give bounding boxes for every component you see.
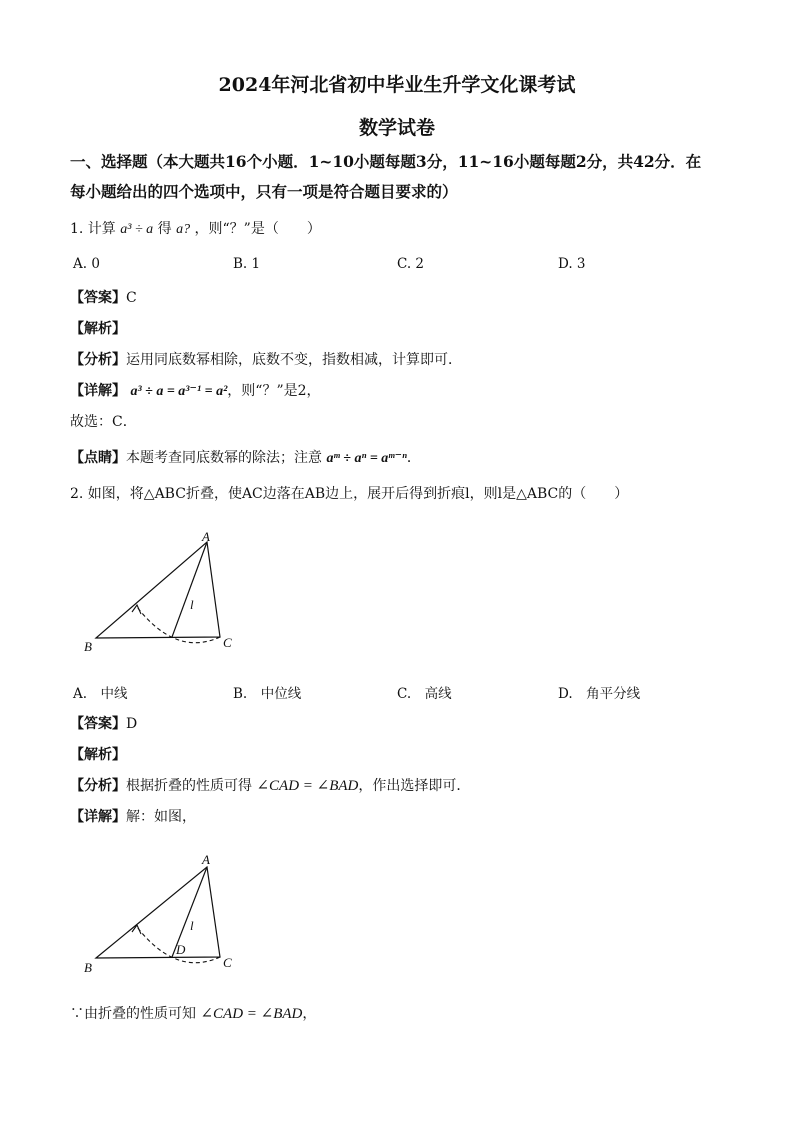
label-b: B <box>84 960 92 975</box>
q1-dianjing-expression: aᵐ ÷ aⁿ = aᵐ⁻ⁿ <box>326 451 407 466</box>
q2-fenxi-label: 【分析】 <box>70 778 126 794</box>
q2-fenxi-text-a: 根据折叠的性质可得 <box>126 778 252 794</box>
q1-xiangjie-suffix: ，则“？”是2， <box>227 383 321 399</box>
label-a: A <box>202 852 210 867</box>
label-a: A <box>202 529 210 544</box>
q2-jiexi-label: 【解析】 <box>70 747 126 763</box>
q1-fenxi-label: 【分析】 <box>70 352 126 368</box>
q1-dianjing-text: 本题考查同底数幂的除法；注意 <box>126 450 322 466</box>
q1-option-d: D. 3 <box>558 256 586 272</box>
q1-xiangjie <box>70 380 321 400</box>
q1-guxuan: 故选：C． <box>70 414 137 430</box>
q1-stem-suffix: ，则“？”是（ ） <box>194 221 321 237</box>
q1-stem <box>70 218 321 238</box>
q1-option-a: A. 0 <box>73 256 100 272</box>
q2-last-expression: ∠CAD = ∠BAD <box>200 1006 303 1022</box>
q2-fenxi <box>70 775 470 795</box>
q1-stem-expression-2: a? <box>176 222 191 237</box>
q2-option-c: C. 高线 <box>397 686 452 702</box>
q1-option-c: C. 2 <box>397 256 425 272</box>
section-heading-line1: 一、选择题（本大题共16个小题．1~10小题每题3分，11~16小题每题2分，共42分．在 <box>70 152 702 171</box>
label-l: l <box>190 918 194 933</box>
section-heading-line2: 每小题给出的四个选项中，只有一项是符合题目要求的） <box>70 182 458 201</box>
q2-last-suffix: ， <box>302 1006 317 1022</box>
q2-xiangjie-text: 解：如图， <box>126 809 196 825</box>
q2-fenxi-text-b: ，作出选择即可． <box>358 778 471 794</box>
q2-fenxi-expression: ∠CAD = ∠BAD <box>256 778 359 794</box>
fold-line-l <box>172 542 207 637</box>
q1-answer-label: 【答案】 <box>70 290 126 306</box>
q1-option-b: B. 1 <box>233 256 261 272</box>
q2-xiangjie <box>70 806 196 826</box>
q1-fenxi-text: 运用同底数幂相除，底数不变，指数相减，计算即可． <box>126 352 462 368</box>
label-l: l <box>190 597 194 612</box>
label-c: C <box>223 635 232 650</box>
q1-answer-value: C <box>126 290 137 306</box>
q1-xiangjie-label: 【详解】 <box>70 383 126 399</box>
q2-option-b: B. 中位线 <box>233 686 302 702</box>
label-c: C <box>223 955 232 970</box>
paper-title: 2024年河北省初中毕业生升学文化课考试 <box>218 74 576 96</box>
q1-xiangjie-expression: a³ ÷ a = a³⁻¹ = a² <box>130 384 228 399</box>
q2-last-line <box>70 1003 316 1023</box>
q1-dianjing-label: 【点睛】 <box>70 450 126 466</box>
q2-answer <box>70 713 137 733</box>
paper-subtitle: 数学试卷 <box>358 117 435 139</box>
q1-dianjing-end: ． <box>406 450 421 466</box>
q1-dianjing <box>70 447 421 467</box>
q1-stem-mid: 得 <box>157 221 172 237</box>
label-d: D <box>176 942 186 957</box>
q2-figure-2 <box>80 848 250 980</box>
q2-xiangjie-label: 【详解】 <box>70 809 126 825</box>
q1-stem-prefix: 1. 计算 <box>70 221 116 237</box>
label-b: B <box>84 639 92 654</box>
q2-answer-value: D <box>126 716 138 732</box>
q2-last-prefix: ∵由折叠的性质可知 <box>70 1006 196 1022</box>
q2-answer-label: 【答案】 <box>70 716 126 732</box>
q2-option-a: A. 中线 <box>73 686 128 702</box>
q2-stem: 2. 如图，将△ABC折叠，使AC边落在AB边上，展开后得到折痕l，则l是△ABC的（ ） <box>70 486 629 502</box>
q2-option-d: D. 角平分线 <box>558 686 641 702</box>
q1-stem-expression: a³ ÷ a <box>120 222 154 237</box>
q1-answer <box>70 287 137 307</box>
q1-jiexi-label: 【解析】 <box>70 321 126 337</box>
q2-figure-1 <box>80 525 250 657</box>
q1-fenxi <box>70 349 462 369</box>
